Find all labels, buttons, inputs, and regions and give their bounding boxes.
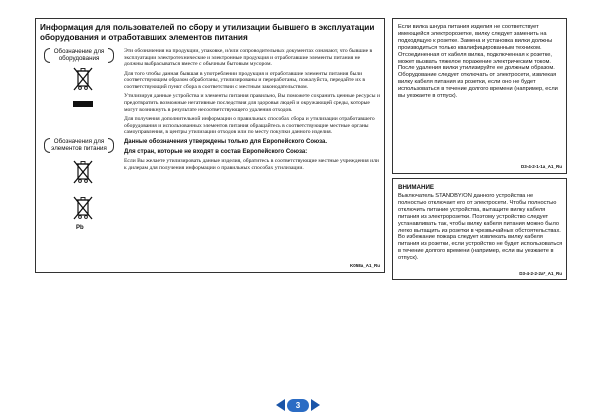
- plug-info-panel: [392, 18, 567, 174]
- caution-panel: [392, 178, 567, 280]
- forward-arrow-icon[interactable]: [311, 399, 320, 411]
- document-code: D3-4-2-1-1a_A1_Ru: [520, 164, 562, 169]
- document-code: D3-4-2-2-2a*_A1_Ru: [519, 271, 562, 276]
- paragraph: Для того чтобы данная бывшая в употреблении продукция и отработавшие элементы питания были соответствующим образом обработаны, утилизированы и переработаны, пожалуйста, передайте их в соответствующий пункт сбора в соответствии с местным законодательством.: [124, 70, 366, 91]
- page-navigation: [276, 398, 320, 412]
- document-code: K058a_A1_Ru: [349, 263, 380, 268]
- paragraph: Если Вы желаете утилизировать данные изделия, обратитесь в соответствующие местные учреждения или к дилерам для получения информации о правильных способах утилизации.: [124, 157, 379, 171]
- paragraph: Утилизируя данные устройства и элементы питания правильно, Вы поможете сохранить ценные ресурсы и предотвратить возможные негативные последствия для здоровья людей и окружающей среды, которые могут возникнуть в результате несоответствующего удаления отходов.: [124, 93, 380, 113]
- caution-text: [398, 193, 563, 262]
- crossed-bin-icon: [71, 195, 95, 221]
- crossed-bin-icon: [71, 66, 95, 92]
- solid-bar-symbol: [73, 101, 93, 107]
- battery-symbol-label: Обозначения для элементов питания: [49, 138, 109, 153]
- paragraph: Эти обозначения на продукции, упаковке, и/или сопроводительных документах означают, что бывшие в эксплуатации электротехнические и электронные продукция и отработавшие элементы питания не должны выбрасываться вместе с обычным бытовым мусором.: [124, 48, 373, 68]
- crossed-bin-icon: [71, 159, 95, 185]
- back-arrow-icon[interactable]: [276, 399, 285, 411]
- disposal-text: [124, 48, 380, 174]
- disposal-info-panel: [35, 18, 385, 273]
- pb-label: Pb: [76, 225, 84, 231]
- equipment-symbol-label: Обозначение для оборудования: [49, 48, 109, 63]
- non-eu-heading: Для стран, которые не входят в состав Европейского Союза:: [124, 148, 308, 155]
- disposal-title: Информация для пользователей по сбору и утилизации бывшего в эксплуатации оборудования и отработавших элементов питания: [40, 23, 375, 42]
- page-number: 3: [287, 399, 309, 412]
- paragraph: Если вилка шнура питания изделия не соответствует имеющейся электророзетке, вилку следует заменить на подходящую к розетке. Замена и установка вилки должны производиться только квалифицированным техником. Отсоединенная от кабеля вилка, подключенная к розетке, может вызвать тяжелое поражение электрическим током. После удаления вилки утилизируйте ее должным образом. Оборудование следует отключать от электросети, извлекая вилку кабеля питания из розетки, если оно не будет использоваться в течение долгого времени (например, если вы уезжаете в отпуск).: [398, 24, 558, 100]
- paragraph: Выключатель STANDBY/ON данного устройства не полностью отключает его от электросети. Чтобы полностью отключить питание устройства, вытащите вилку кабеля питания из электророзетки. Поэтому устройство следует устанавливать так, чтобы вилку кабеля питания можно было легко вытащить из розетки в чрезвычайных обстоятельствах. Во избежание пожара следует извлекать вилку кабеля питания из розетки, если устройство не будет использоваться в течение долгого времени (например, если вы уезжаете в отпуск).: [398, 193, 563, 262]
- eu-only-note: Данные обозначения утверждены только для Европейского Союза.: [124, 138, 328, 145]
- caution-heading: ВНИМАНИЕ: [398, 184, 435, 191]
- plug-warning-text: [398, 24, 563, 100]
- paragraph: Для получения дополнительной информации о правильных способах сбора и утилизации отработавшего оборудования и использованных элементов питания обращайтесь в соответствующие местные органы самоуправления, в центры утилизации отходов или по месту покупки данного изделия.: [124, 115, 375, 136]
